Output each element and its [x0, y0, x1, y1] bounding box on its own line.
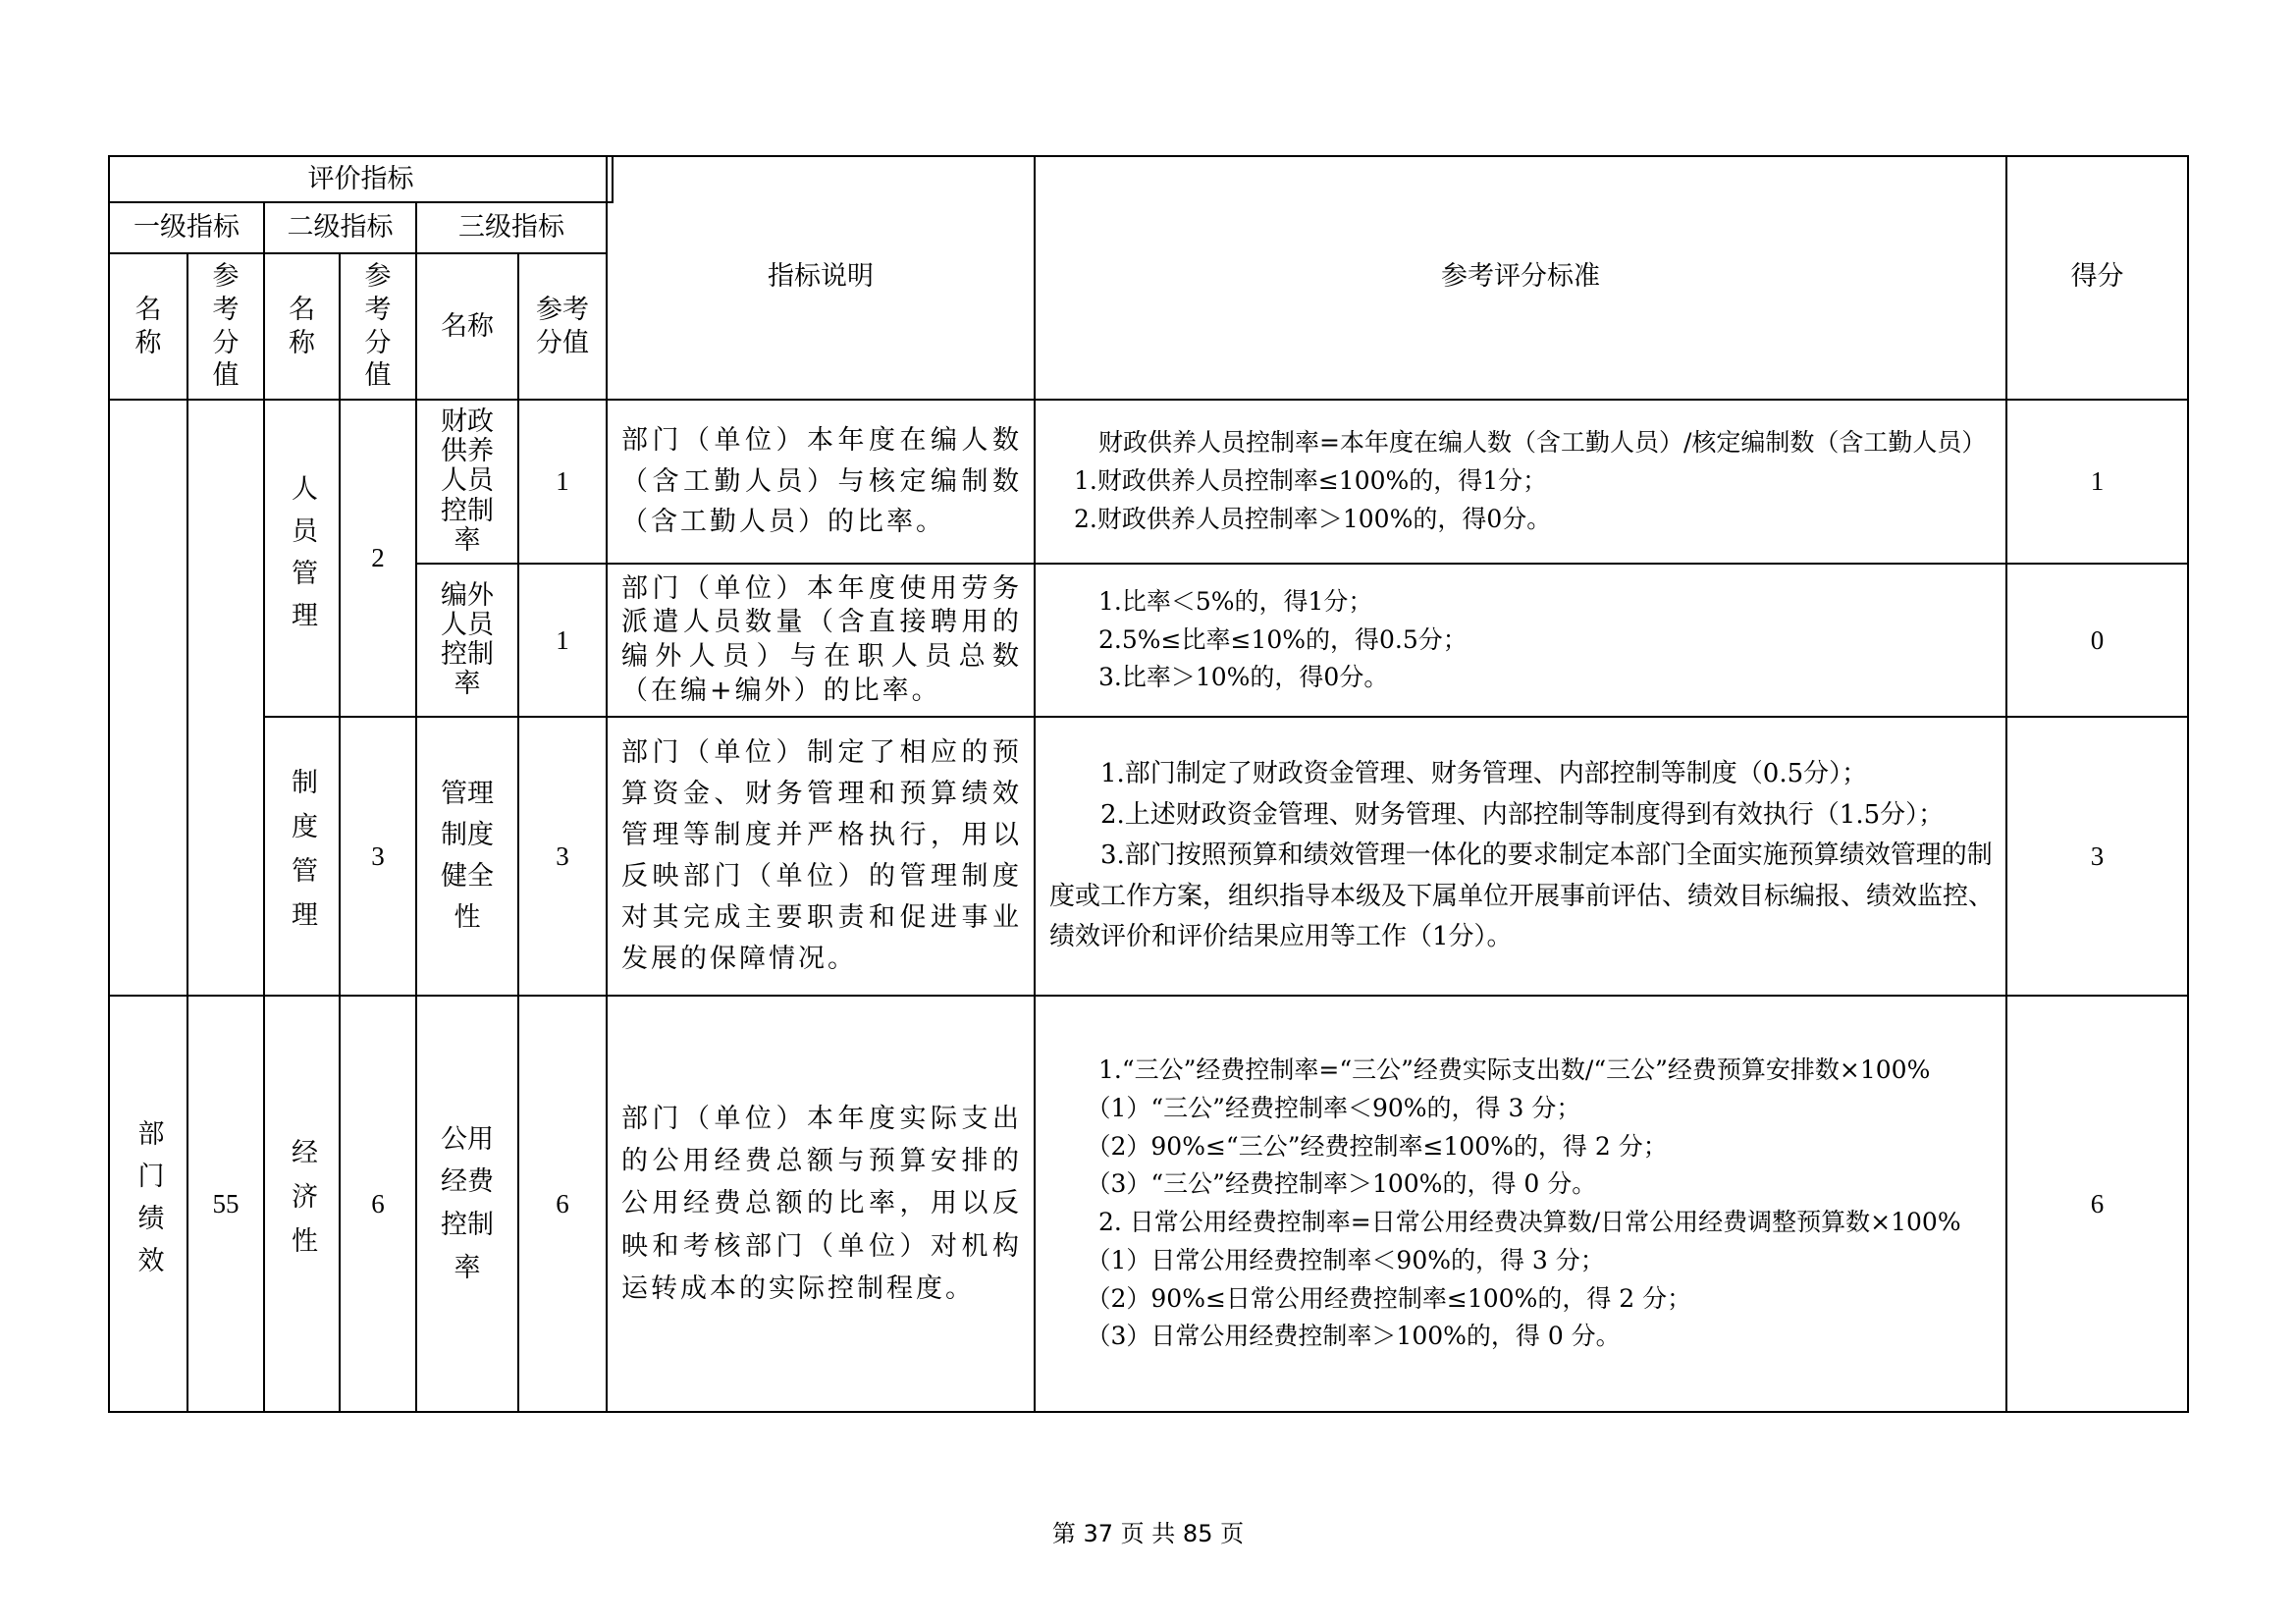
- row-4-criteria-line-8: （3）日常公用经费控制率＞100%的，得 0 分。: [1086, 1322, 1621, 1351]
- row-4-criteria-line-7: （2）90%≤日常公用经费控制率≤100%的，得 2 分；: [1086, 1283, 1692, 1313]
- row-1-criteria-line-2: 1.财政供养人员控制率≤100%的，得1分；: [1074, 466, 1548, 496]
- row-2-criteria-line-2: 2.5%≤比率≤10%的，得0.5分；: [1098, 624, 1468, 654]
- row-4-l3-name-text: 公用经费控制率: [441, 1123, 494, 1283]
- level2-personnel-name: [263, 399, 341, 718]
- level1-dept-performance-name-text: 部门绩效: [133, 1119, 164, 1288]
- row-4-criteria-line-6: （1）日常公用经费控制率＜90%的，得 3 分；: [1086, 1245, 1605, 1274]
- header-level2: 二级指标: [263, 201, 417, 254]
- row-3-criteria-line-3: 3.部门按照预算和绩效管理一体化的要求制定本部门全面实施预算绩效管理的制度或工作方案，组织指导本级及下属单位开展事前评估、绩效目标编报、绩效监控、绩效评价和评价结果应用等工作（1分）。: [1049, 840, 1995, 952]
- row-2-criteria-line-1: 1.比率＜5%的，得1分；: [1098, 586, 1373, 616]
- row-2-description: 部门（单位）本年度使用劳务派遣人员数量（含直接聘用的编外人员）与在职人员总数（在编+编外）的比率。: [606, 563, 1036, 718]
- header-description: 指标说明: [606, 155, 1036, 401]
- row-1-criteria-line-1: 财政供养人员控制率=本年度在编人数（含工勤人员）/核定编制数（含工勤人员）: [1098, 428, 1987, 458]
- level2-personnel-ref: 2: [339, 399, 417, 718]
- row-1-criteria: [1034, 399, 2007, 565]
- header-level1-ref: [187, 252, 265, 401]
- header-evaluation-indicators: 评价指标: [108, 155, 614, 203]
- row-1-l3-ref: 1: [517, 399, 608, 565]
- row-3-l3-ref: 3: [517, 716, 608, 997]
- level2-system-name: [263, 716, 341, 997]
- row-4-criteria-line-2: （1）“三公”经费控制率＜90%的，得 3 分；: [1086, 1093, 1581, 1122]
- row-2-score: 0: [2005, 563, 2189, 718]
- header-level1-ref-text: 参考分值: [212, 261, 240, 392]
- header-level2-ref-text: 参考分值: [364, 261, 392, 392]
- header-score: 得分: [2005, 155, 2189, 401]
- header-level3-ref: [517, 252, 608, 401]
- header-level2-ref: [339, 252, 417, 401]
- level1-ref-cell-continued: [187, 399, 265, 997]
- row-4-criteria-line-4: （3）“三公”经费控制率＞100%的，得 0 分。: [1086, 1169, 1597, 1199]
- row-3-description: 部门（单位）制定了相应的预算资金、财务管理和预算绩效管理等制度并严格执行，用以反映部门（单位）的管理制度对其完成主要职责和促进事业发展的保障情况。: [606, 716, 1036, 997]
- header-level3: 三级指标: [415, 201, 608, 254]
- row-1-criteria-line-3: 2.财政供养人员控制率＞100%的，得0分。: [1074, 504, 1552, 533]
- row-1-score: 1: [2005, 399, 2189, 565]
- level2-economy-name-text: 经济性: [287, 1137, 317, 1271]
- row-3-criteria: [1034, 716, 2007, 997]
- row-3-criteria-line-2: 2.上述财政资金管理、财务管理、内部控制等制度得到有效执行（1.5分）；: [1100, 799, 1945, 830]
- row-3-criteria-line-1: 1.部门制定了财政资金管理、财务管理、内部控制等制度（0.5分）；: [1100, 759, 1868, 789]
- row-4-criteria: [1034, 995, 2007, 1413]
- level2-system-ref: 3: [339, 716, 417, 997]
- row-2-criteria-line-3: 3.比率＞10%的，得0分。: [1098, 663, 1389, 692]
- level2-personnel-name-text: 人员管理: [287, 473, 317, 643]
- header-level2-name-text: 名称: [289, 294, 315, 358]
- row-1-description: 部门（单位）本年度在编人数（含工勤人员）与核定编制数（含工勤人员）的比率。: [606, 399, 1036, 565]
- page-number-footer: 第 37 页 共 85 页: [1051, 1520, 1245, 1547]
- header-level1-name-text: 名称: [134, 294, 162, 358]
- level1-dept-performance-ref: 55: [187, 995, 265, 1413]
- level2-system-name-text: 制度管理: [287, 768, 317, 945]
- level2-economy-ref: 6: [339, 995, 417, 1413]
- row-4-l3-ref: 6: [517, 995, 608, 1413]
- row-1-l3-name: [415, 399, 519, 565]
- row-4-criteria-line-3: （2）90%≤“三公”经费控制率≤100%的，得 2 分；: [1086, 1131, 1668, 1161]
- row-4-criteria-line-1: 1.“三公”经费控制率=“三公”经费实际支出数/“三公”经费预算安排数×100%: [1098, 1056, 1931, 1084]
- header-level3-ref-text: 参考分值: [535, 294, 589, 358]
- header-level3-name: 名称: [415, 252, 519, 401]
- row-3-l3-name-text: 管理制度健全性: [441, 779, 494, 933]
- level2-economy-name: [263, 995, 341, 1413]
- row-2-criteria: [1034, 563, 2007, 718]
- header-level1-name: [108, 252, 188, 401]
- row-3-score: 3: [2005, 716, 2189, 997]
- row-3-l3-name: [415, 716, 519, 997]
- level1-dept-performance-name: [108, 995, 188, 1413]
- header-level2-name: [263, 252, 341, 401]
- header-level1: 一级指标: [108, 201, 265, 254]
- level1-name-cell-continued: [108, 399, 188, 997]
- row-4-description: 部门（单位）本年度实际支出的公用经费总额与预算安排的公用经费总额的比率，用以反映和考核部门（单位）对机构运转成本的实际控制程度。: [606, 995, 1036, 1413]
- row-2-l3-ref: 1: [517, 563, 608, 718]
- row-2-l3-name-text: 编外人员控制率: [441, 579, 494, 700]
- row-2-l3-name: [415, 563, 519, 718]
- row-4-criteria-line-5: 2. 日常公用经费控制率=日常公用经费决算数/日常公用经费调整预算数×100%: [1098, 1208, 1961, 1236]
- row-1-l3-name-text: 财政供养人员控制率: [441, 406, 494, 556]
- row-4-score: 6: [2005, 995, 2189, 1413]
- row-4-l3-name: [415, 995, 519, 1413]
- header-criteria: 参考评分标准: [1034, 155, 2007, 401]
